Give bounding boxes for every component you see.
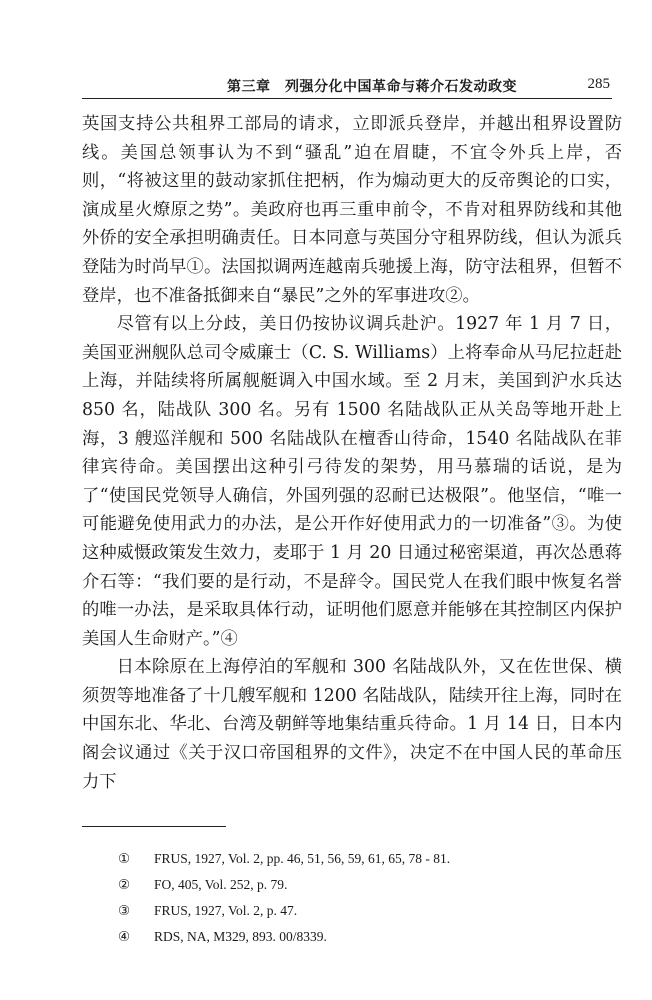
footnote-item	[118, 924, 598, 950]
chapter-title: 第三章 列强分化中国革命与蒋介石发动政变	[227, 79, 517, 95]
footnote-text: FRUS, 1927, Vol. 2, p. 47.	[154, 903, 298, 918]
footnote-text: FRUS, 1927, Vol. 2, pp. 46, 51, 56, 59, 61, 65, 78 - 81.	[154, 851, 451, 866]
footnote-marker: ①	[118, 851, 131, 866]
page-number: 285	[587, 76, 610, 92]
footnote-item	[118, 872, 598, 898]
footnotes	[118, 846, 598, 950]
paragraph: 尽管有以上分歧，美日仍按协议调兵赴沪。1927 年 1 月 7 日，美国亚洲舰队总司令威廉士（C. S. Williams）上将奉命从马尼拉赶赴上海，并陆续将所属舰艇调入中国水域。至 2 月末，美国到沪水兵达 850 名，陆战队 300 名。另有 1500 名陆战队正从关岛等地开赴上海，3 艘巡洋舰和 500 名陆战队在檀香山待命，1540 名陆战队在菲律宾待命。美国摆出这种引弓待发的架势，用马慕瑞的话说，是为了“使国民党领导人确信，外国列强的忍耐已达极限”。他坚信，“唯一可能避免使用武力的办法，是公开作好使用武力的一切准备”③。为使这种威慑政策发生效力，麦耶于 1 月 20 日通过秘密渠道，再次怂恿蒋介石等：“我们要的是行动，不是辞令。国民党人在我们眼中恢复名誉的唯一办法，是采取具体行动，证明他们愿意并能够在其控制区内保护美国人生命财产。”④	[82, 314, 622, 649]
footnote-text: RDS, NA, M329, 893. 00/8339.	[154, 929, 327, 944]
paragraph: 日本除原在上海停泊的军舰和 300 名陆战队外，又在佐世保、横须贺等地准备了十几艘军舰和 1200 名陆战队，陆续开往上海，同时在中国东北、华北、台湾及朝鲜等地集结重兵待命。1 月 14 日，日本内阁会议通过《关于汉口帝国租界的文件》，决定不在中国人民的革命压力下	[82, 657, 622, 792]
footnote-item	[118, 846, 598, 872]
footnote-marker: ②	[118, 877, 131, 892]
paragraph: 英国支持公共租界工部局的请求，立即派兵登岸，并越出租界设置防线。美国总领事认为不到“骚乱”迫在眉睫，不宜令外兵上岸，否则，“将被这里的鼓动家抓住把柄，作为煽动更大的反帝舆论的口实，演成星火燎原之势”。美政府也再三重申前令，不肯对租界防线和其他外侨的安全承担明确责任。日本同意与英国分守租界防线，但认为派兵登陆为时尚早①。法国拟调两连越南兵驰援上海，防守法租界，但暂不登岸，也不准备抵御来自“暴民”之外的军事进攻②。	[82, 114, 622, 306]
footnote-divider	[82, 826, 226, 827]
footnote-text: FO, 405, Vol. 252, p. 79.	[154, 877, 288, 892]
footnote-marker: ④	[118, 929, 131, 944]
running-header	[82, 72, 612, 99]
footnote-item	[118, 898, 598, 924]
body-text	[82, 110, 622, 796]
footnote-marker: ③	[118, 903, 131, 918]
